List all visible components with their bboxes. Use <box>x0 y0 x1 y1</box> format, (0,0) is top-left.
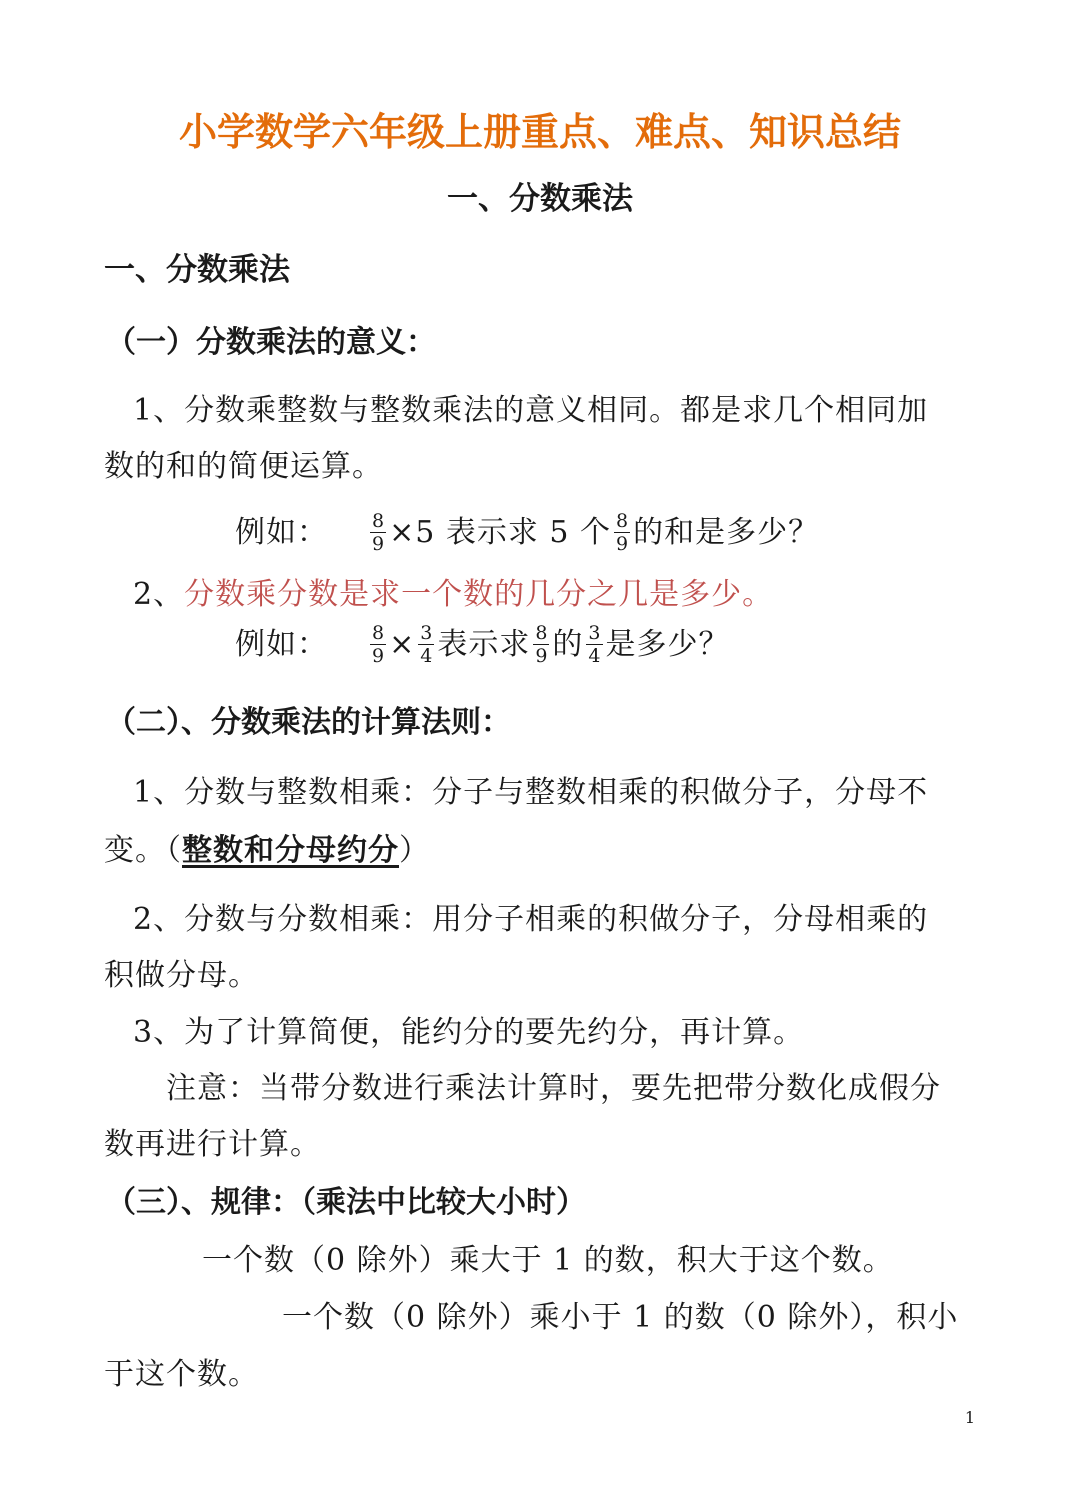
part1-item2 <box>133 570 773 620</box>
page-number: 1 <box>964 1408 975 1427</box>
part2-rule2-line2: 积做分母。 <box>104 958 259 993</box>
part2-rule1-line2 <box>104 826 430 876</box>
part1-item2-highlight: 分数乘分数是求一个数的几分之几是多少。 <box>184 577 774 612</box>
example2-fraction-2 <box>418 623 434 667</box>
example1-fraction-1 <box>370 511 386 555</box>
fraction-numerator: 8 <box>535 622 548 644</box>
fraction-numerator: 8 <box>372 510 385 532</box>
fraction-numerator: 3 <box>420 622 433 644</box>
example1-mid-text: ×5 表示求 5 个 <box>389 515 612 550</box>
example2-label: 例如： <box>235 627 328 662</box>
part2-heading: （二）、分数乘法的计算法则： <box>106 705 511 740</box>
part1-heading: （一）分数乘法的意义： <box>106 325 436 360</box>
example2-mid-text: 表示求 <box>437 627 531 662</box>
fraction-denominator: 9 <box>372 645 385 667</box>
part2-rule2-line1: 2、分数与分数相乘：用分子相乘的积做分子，分母相乘的 <box>133 902 929 937</box>
section-heading: 一、分数乘法 <box>104 252 290 288</box>
example2 <box>235 620 730 670</box>
part1-item2-prefix: 2、 <box>133 577 185 612</box>
fraction-numerator: 8 <box>372 622 385 644</box>
fraction-denominator: 4 <box>420 645 433 667</box>
part3-law2-line1: 一个数（0 除外）乘小于 1 的数（0 除外），积小 <box>282 1300 959 1335</box>
example2-de-text: 的 <box>552 627 584 662</box>
part1-item1-line1: 1、分数乘整数与整数乘法的意义相同。都是求几个相同加 <box>133 393 929 428</box>
part2-note-line1: 注意：当带分数进行乘法计算时，要先把带分数化成假分 <box>166 1071 941 1106</box>
fraction-denominator: 9 <box>372 533 385 555</box>
example1-tail-text: 的和是多少？ <box>633 515 820 550</box>
example1-label: 例如： <box>235 515 328 550</box>
example1-fraction-2 <box>614 511 630 555</box>
part3-law2-line2: 于这个数。 <box>104 1357 259 1392</box>
example2-tail-text: 是多少？ <box>605 627 730 662</box>
rule1-underlined-note: 整数和分母约分 <box>182 833 399 868</box>
fraction-denominator: 9 <box>535 645 548 667</box>
part2-note-line2: 数再进行计算。 <box>104 1127 321 1162</box>
chapter-title: 一、分数乘法 <box>447 181 633 217</box>
fraction-numerator: 8 <box>616 510 629 532</box>
example2-operator: × <box>389 627 416 662</box>
rule1-line2-suffix: ） <box>399 833 430 868</box>
part3-law1: 一个数（0 除外）乘大于 1 的数，积大于这个数。 <box>202 1243 894 1278</box>
fraction-denominator: 9 <box>616 533 629 555</box>
part2-rule3: 3、为了计算简便，能约分的要先约分，再计算。 <box>133 1015 805 1050</box>
part2-rule1-line1: 1、分数与整数相乘：分子与整数相乘的积做分子，分母不 <box>133 775 929 810</box>
example2-fraction-4 <box>586 623 602 667</box>
document-title: 小学数学六年级上册重点、难点、知识总结 <box>178 110 901 154</box>
example2-fraction-1 <box>370 623 386 667</box>
example2-fraction-3 <box>533 623 549 667</box>
fraction-numerator: 3 <box>588 622 601 644</box>
fraction-denominator: 4 <box>588 645 601 667</box>
example1 <box>235 508 819 558</box>
part1-item1-line2: 数的和的简便运算。 <box>104 449 383 484</box>
part3-heading: （三）、规律：（乘法中比较大小时） <box>106 1185 586 1220</box>
rule1-line2-prefix: 变。（ <box>104 833 182 868</box>
